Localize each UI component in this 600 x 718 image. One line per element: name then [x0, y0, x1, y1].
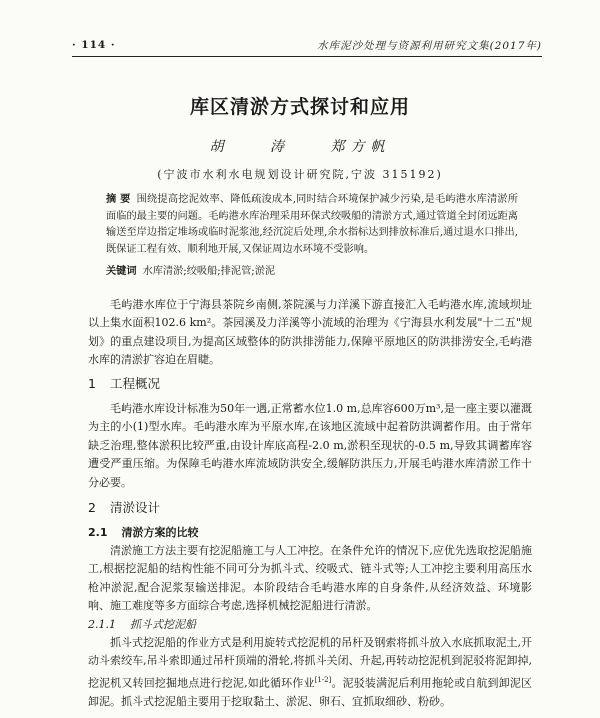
intro-paragraph: 毛屿港水库位于宁海县茶院乡南侧,茶院溪与力洋溪下游直接汇入毛屿港水库,流域坝址以上集水面积102.6 km²。茶园溪及力洋溪等小流域的治理为《宁海县水利发展"十二五"规划》的重点建设项目,为提高区域整体的防洪排涝能力,保障平原地区的防洪排涝安全,毛屿港水库的清淤扩容迫在眉睫。 [88, 298, 532, 367]
section-1-number: 1 [88, 376, 96, 391]
section-2-number: 2 [88, 500, 96, 515]
authors: 胡 涛 郑方帆 [209, 139, 391, 155]
page-number: · 114 · [72, 39, 116, 51]
section-1-paragraph: 毛屿港水库设计标准为50年一遇,正常蓄水位1.0 m,总库容600万m³,是一座主要以灌溉为主的小(1)型水库。毛屿港水库为平原水库,在该地区流域中起着防洪调蓄作用。由于常年缺乏治理,整体淤积比较严重,由设计库底高程-2.0 m,淤积至现状的-0.5 m,导致其调蓄库容遭受严重压缩。为保障毛屿港水库流域防洪安全,缓解防洪压力,开展毛屿港水库清淤工作十分必要。 [88, 402, 532, 489]
keywords-label: 关键词 [106, 266, 137, 277]
section-2-1-1-text-b: 。泥驳装满泥后利用拖轮或自航到卸泥区卸泥。抓斗式挖泥船主要用于挖取黏土、淤泥、卵石、宜抓取细砂、粉砂。 [88, 676, 533, 708]
running-header [72, 38, 542, 52]
abstract-text: 围绕提高挖泥效率、降低疏浚成本,同时结合环境保护减少污染,是毛屿港水库清淤所面临的最主要的问题。毛屿港水库治理采用环保式绞吸船的清淤方式,通过管道全封闭远距离输送至岸边指定堆场或临时泥浆池,经沉淀后处理,余水指标达到排放标准后,通过退水口排出,既保证工程有效、顺利地开展,又保证周边水环境不受影响。 [106, 194, 518, 255]
section-1-heading [88, 374, 160, 392]
paper-title: 库区清淤方式探讨和应用 [189, 96, 410, 118]
section-2-1-title: 清淤方案的比较 [121, 526, 199, 539]
citation-marker: [1-2] [314, 675, 332, 684]
section-2-1-number: 2.1 [88, 526, 108, 539]
journal-name: 水库泥沙处理与资源利用研究文集(2017年) [317, 39, 542, 52]
section-2-title: 清淤设计 [109, 500, 160, 515]
keywords-text: 水库清淤;绞吸船;排泥管;淤泥 [142, 266, 276, 277]
abstract-label: 摘 要 [106, 194, 131, 205]
affiliation: (宁波市水利水电规划设计研究院,宁波 315192) [157, 168, 443, 181]
section-2-1-1-paragraph [88, 634, 532, 711]
section-2-1-paragraph: 清淤施工方法主要有挖泥船施工与人工冲挖。在条件允许的情况下,应优先选取挖泥船施工,根据挖泥船的结构性能不同可分为抓斗式、绞吸式、链斗式等;人工冲挖主要利用高压水枪冲淤泥,配合泥浆泵输送排泥。本阶段结合毛屿港水库的自身条件,从经济效益、环境影响、施工难度等多方面综合考虑,选择机械挖泥船进行清淤。 [88, 544, 532, 613]
section-2-1-1-title: 抓斗式挖泥船 [130, 618, 196, 631]
section-2-1-heading [88, 524, 199, 540]
abstract [106, 192, 518, 258]
section-2-1-1-heading [88, 616, 196, 632]
section-1-title: 工程概况 [109, 376, 160, 391]
section-2-1-1-text-a: 抓斗式挖泥船的作业方式是利用旋转式挖泥机的吊杆及钢索将抓斗放入水底抓取泥土,开动斗索绞车,吊斗索即通过吊杆顶端的滑轮,将抓斗关闭、升起,再转动挖泥机到泥驳将泥卸掉,挖泥机又转回挖掘地点进行挖泥,如此循环作业 [88, 636, 532, 690]
keywords [106, 262, 518, 277]
header-rule [72, 56, 542, 57]
section-2-1-1-number: 2.1.1 [88, 618, 116, 631]
section-2-heading [88, 498, 160, 516]
